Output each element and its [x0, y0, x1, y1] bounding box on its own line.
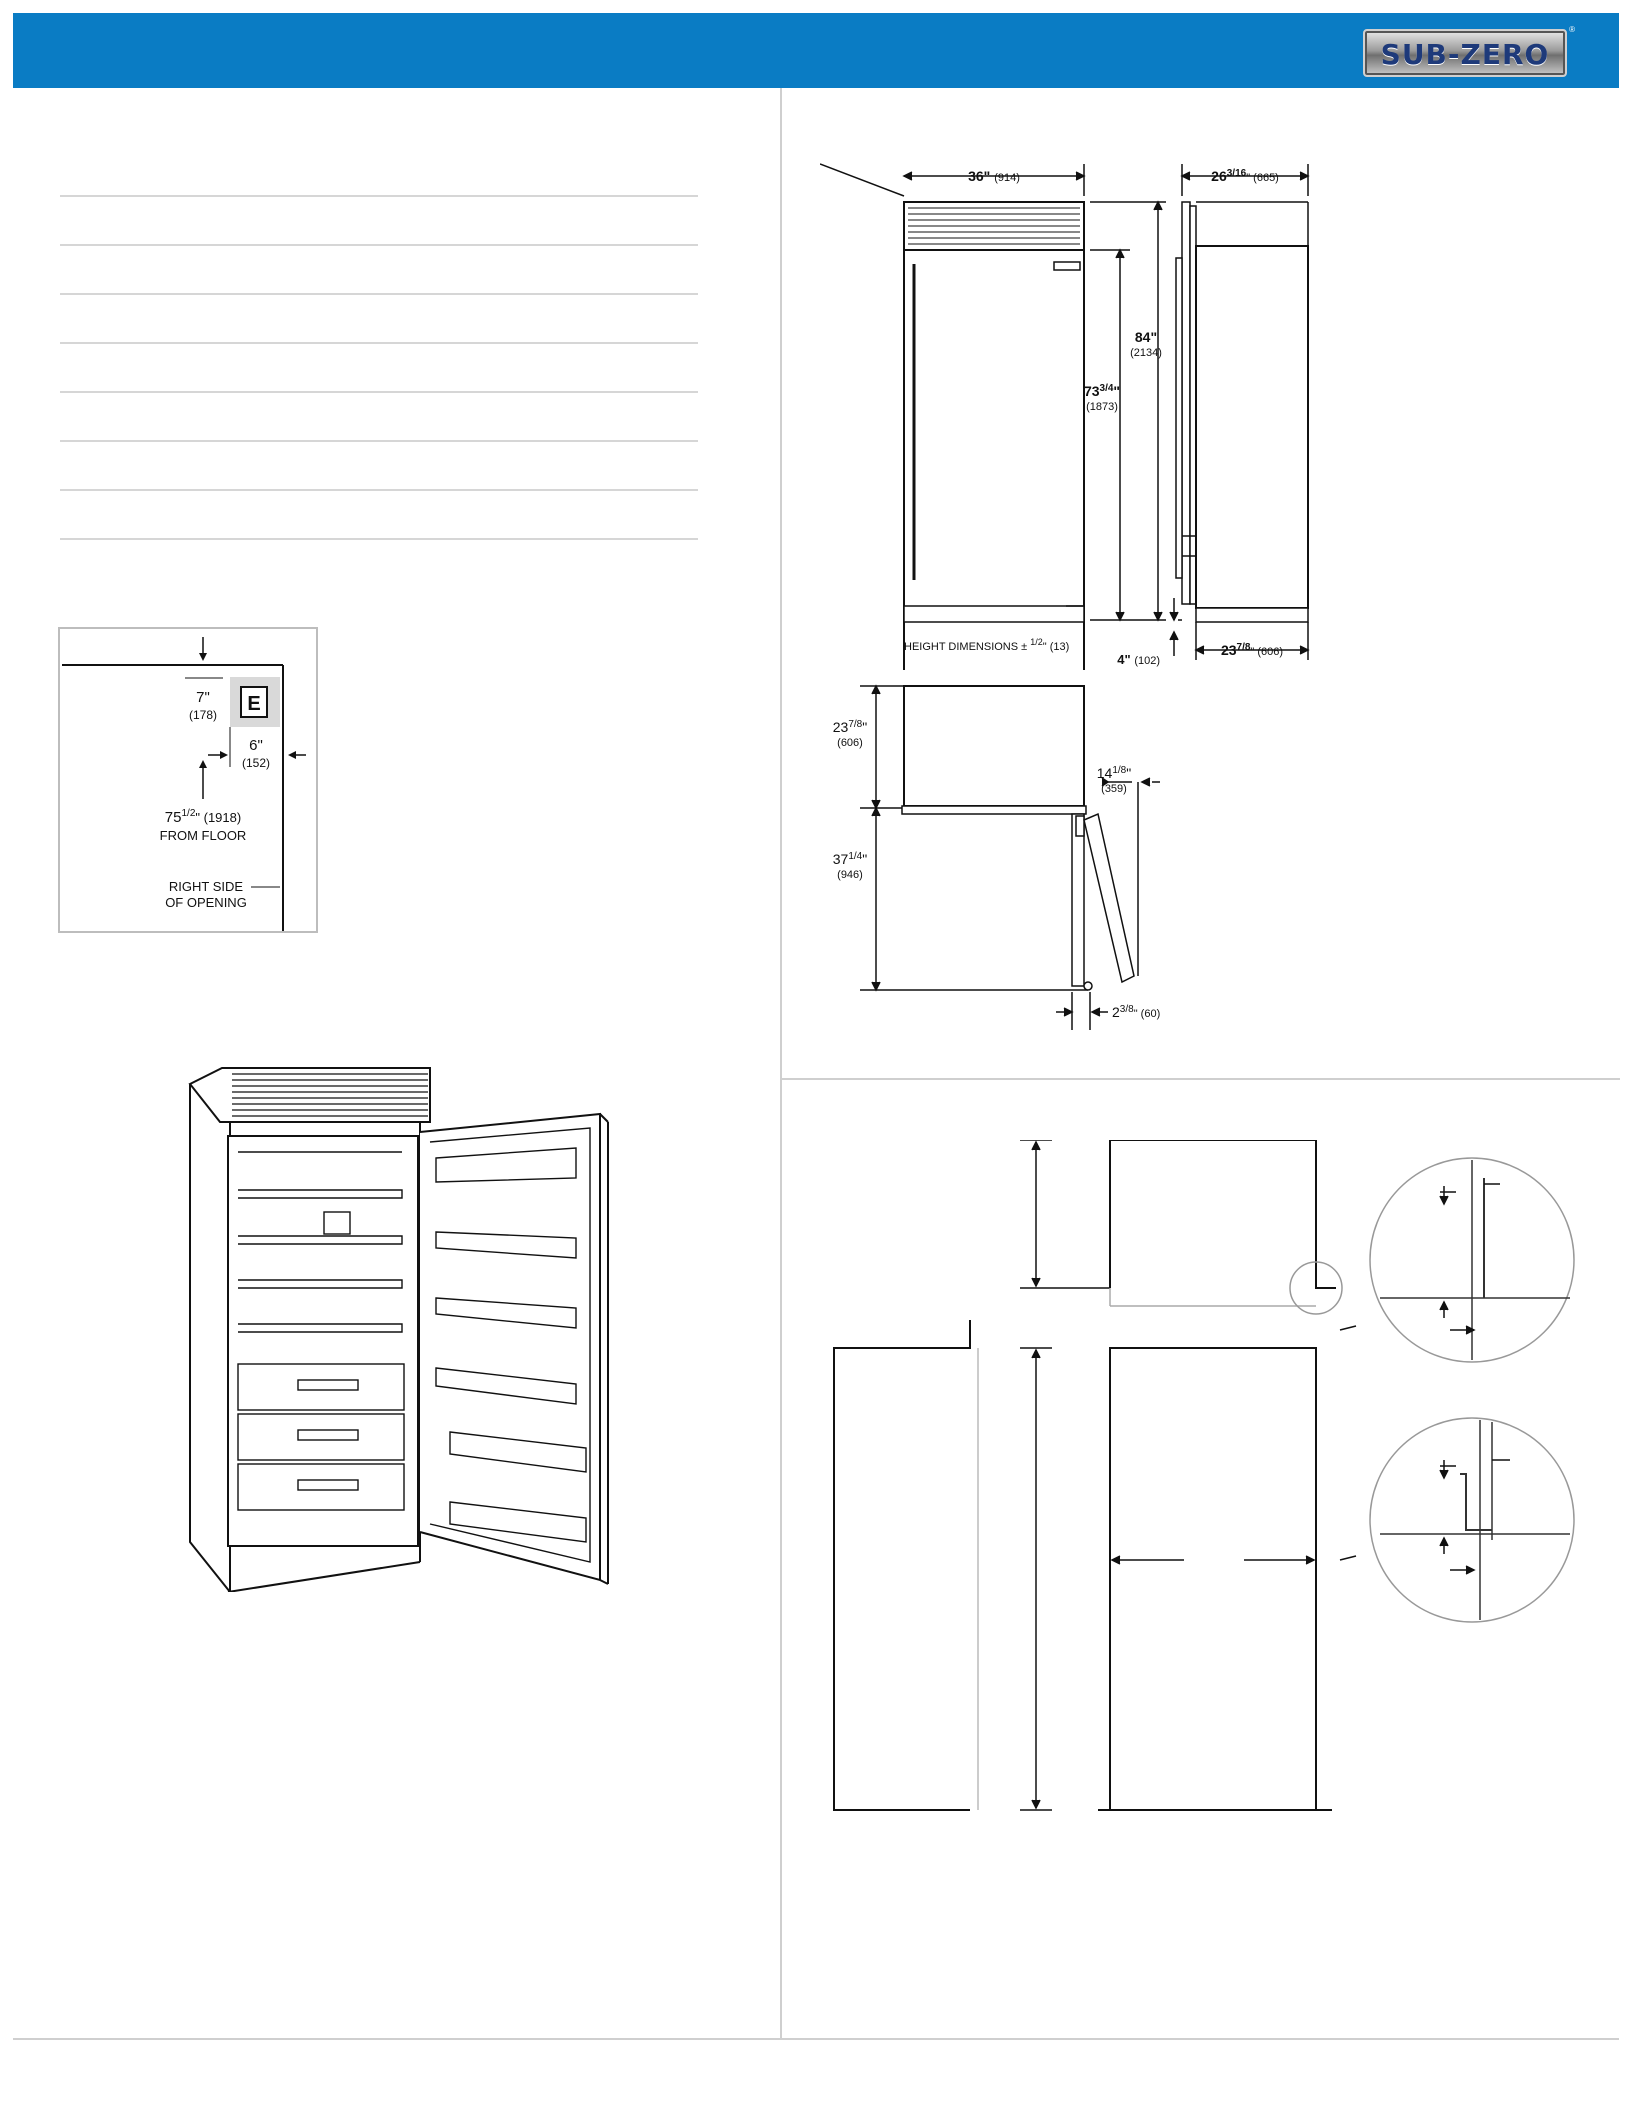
- width-dimension: 36" (914): [968, 168, 1020, 184]
- total-height-mm: (2134): [1130, 347, 1162, 359]
- right-side-label-2: OF OPENING: [165, 895, 247, 910]
- side-dimension: 6": [249, 737, 263, 754]
- header-bar: [13, 13, 1619, 88]
- logo-text: SUB-ZERO: [1380, 38, 1550, 71]
- right-section-divider: [782, 1078, 1620, 1080]
- front-side-dimension-diagram: [820, 150, 1340, 670]
- door-swing-clearance-mm: (946): [837, 869, 863, 881]
- electrical-box-letter: E: [247, 693, 261, 715]
- cabinet-depth-top: $23^{7/8}$": [832, 719, 868, 735]
- open-refrigerator-illustration: [180, 1062, 612, 1592]
- depth-dimension: $26^{3/16}_{" (665)}$: [1211, 168, 1279, 184]
- door-width-mm: (359): [1101, 783, 1127, 795]
- spec-rule: [60, 195, 698, 197]
- down-dimension: 7": [196, 689, 210, 706]
- spec-rule: [60, 391, 698, 393]
- toe-kick-dimension: 4" (102): [1117, 652, 1160, 667]
- spec-rule: [60, 293, 698, 295]
- electrical-location-diagram: [58, 627, 320, 935]
- door-swing-clearance: $37^{1/4}$": [832, 851, 868, 867]
- door-swing-top-view: [820, 672, 1180, 1032]
- height-tolerance-note: HEIGHT DIMENSIONS ± $^{1/2}$" (13): [904, 637, 1070, 653]
- door-height-mm: (1873): [1086, 401, 1118, 413]
- right-side-label-1: RIGHT SIDE: [168, 879, 244, 894]
- down-dimension-mm: (178): [188, 708, 218, 722]
- door-width-dimension: $14^{1/8}$": [1096, 765, 1132, 781]
- cabinet-depth-dimension: $23^{7/8}_{" (606)}$: [1220, 642, 1284, 658]
- spec-rule: [60, 244, 698, 246]
- side-clearance-dimension: $2^{3/8}_{" (60)}$: [1112, 1004, 1161, 1020]
- spec-rule: [60, 489, 698, 491]
- cabinet-depth-top-mm: (606): [837, 737, 863, 749]
- side-dimension-mm: (152): [241, 756, 271, 770]
- total-height-dimension: 84": [1134, 329, 1158, 345]
- spec-rule: [60, 342, 698, 344]
- footer-divider: [13, 2038, 1619, 2040]
- door-height-dimension: $73^{3/4}$": [1083, 383, 1121, 399]
- column-divider: [780, 88, 782, 2038]
- spec-rule: [60, 440, 698, 442]
- installation-opening-diagram: [820, 1140, 1580, 1830]
- spec-rule: [60, 538, 698, 540]
- from-floor-label: FROM FLOOR: [159, 828, 247, 843]
- sub-zero-logo: SUB-ZERO ®: [1363, 29, 1567, 77]
- height-from-floor: $75^{1/2}$" (1918): [164, 808, 242, 826]
